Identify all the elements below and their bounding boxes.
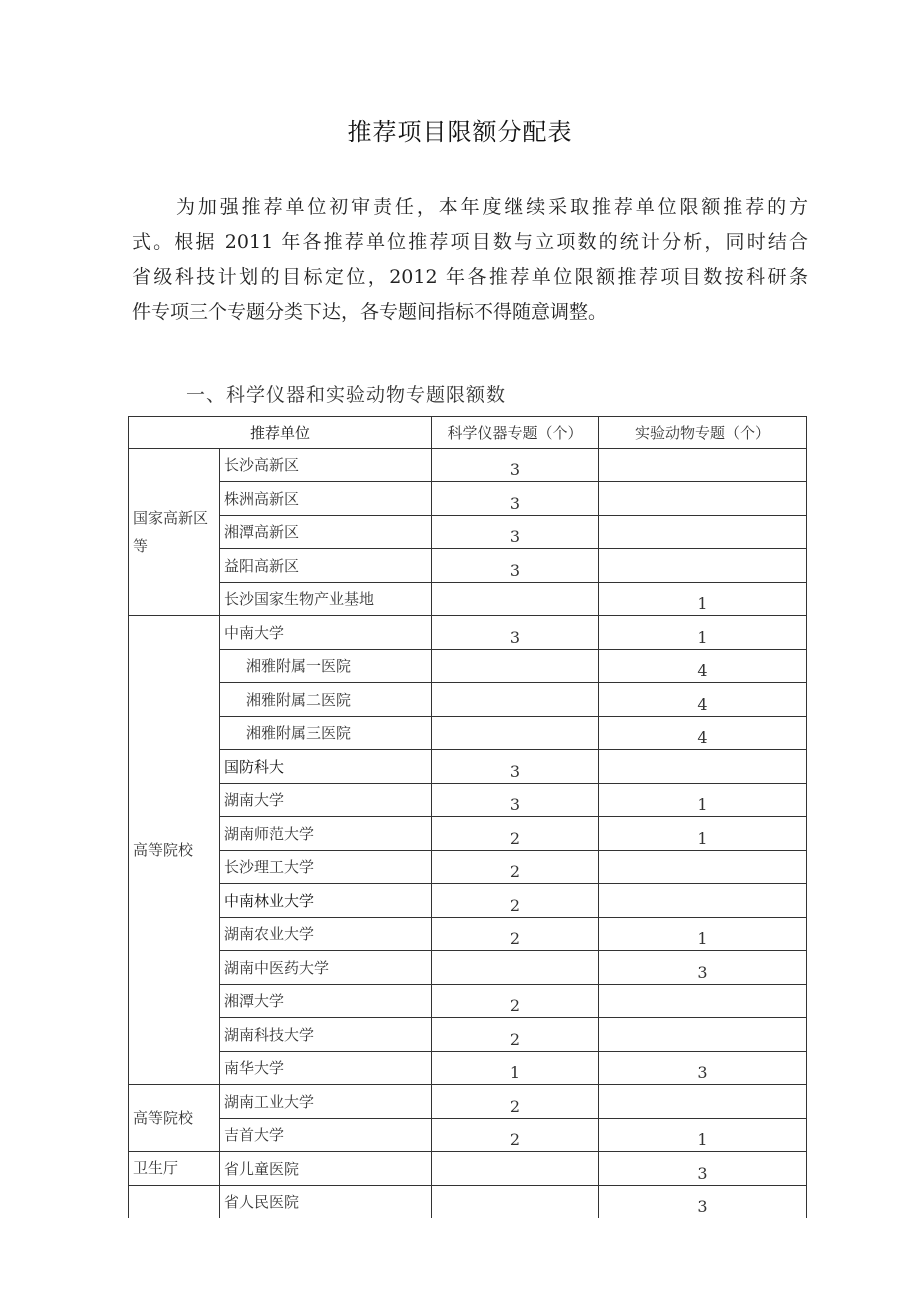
table-row <box>129 1085 807 1119</box>
instruments-cell: 3 <box>432 549 599 583</box>
instruments-cell <box>432 582 599 616</box>
animals-cell <box>599 984 807 1018</box>
instruments-cell: 3 <box>432 482 599 516</box>
instruments-cell: 2 <box>432 1018 599 1052</box>
table-row <box>129 1152 807 1186</box>
unit-cell: 益阳高新区 <box>220 549 432 583</box>
unit-cell: 长沙国家生物产业基地 <box>220 582 432 616</box>
animals-cell <box>599 1018 807 1052</box>
table-row <box>129 1051 807 1085</box>
table-row <box>129 817 807 851</box>
intro-line: 省级科技计划的目标定位，2012 年各推荐单位限额推荐项目数按科研条 <box>132 266 808 288</box>
animals-cell: 4 <box>599 716 807 750</box>
animals-cell <box>599 482 807 516</box>
table-row <box>129 683 807 717</box>
table-row <box>129 750 807 784</box>
header-animals: 实验动物专题（个） <box>599 417 807 449</box>
header-unit: 推荐单位 <box>129 417 432 449</box>
table-row <box>129 515 807 549</box>
unit-cell: 长沙高新区 <box>220 448 432 482</box>
instruments-cell: 2 <box>432 850 599 884</box>
table-row <box>129 917 807 951</box>
category-cell: 国家高新区等 <box>129 448 220 616</box>
unit-cell: 湘雅附属一医院 <box>220 649 432 683</box>
unit-cell: 湖南中医药大学 <box>220 951 432 985</box>
animals-cell: 1 <box>599 917 807 951</box>
animals-cell <box>599 549 807 583</box>
table-row <box>129 716 807 750</box>
animals-cell <box>599 1085 807 1119</box>
category-cell: 卫生厅 <box>129 1152 220 1186</box>
instruments-cell: 2 <box>432 817 599 851</box>
intro-line: 式。根据 2011 年各推荐单位推荐项目数与立项数的统计分析，同时结合 <box>132 231 808 253</box>
table-row <box>129 616 807 650</box>
unit-cell: 湘潭大学 <box>220 984 432 1018</box>
instruments-cell: 2 <box>432 984 599 1018</box>
quota-table <box>128 416 807 1218</box>
instruments-cell: 2 <box>432 884 599 918</box>
intro-line: 件专项三个专题分类下达，各专题间指标不得随意调整。 <box>132 301 608 323</box>
instruments-cell: 3 <box>432 750 599 784</box>
instruments-cell: 2 <box>432 1118 599 1152</box>
instruments-cell <box>432 649 599 683</box>
table-row <box>129 783 807 817</box>
table-row <box>129 884 807 918</box>
unit-cell: 株洲高新区 <box>220 482 432 516</box>
table-row <box>129 549 807 583</box>
unit-cell: 吉首大学 <box>220 1118 432 1152</box>
instruments-cell <box>432 1152 599 1186</box>
animals-cell: 1 <box>599 817 807 851</box>
instruments-cell <box>432 716 599 750</box>
unit-cell: 湖南师范大学 <box>220 817 432 851</box>
unit-cell: 湖南科技大学 <box>220 1018 432 1052</box>
animals-cell <box>599 515 807 549</box>
animals-cell: 3 <box>599 1152 807 1186</box>
instruments-cell <box>432 683 599 717</box>
instruments-cell <box>432 1185 599 1218</box>
animals-cell: 3 <box>599 1051 807 1085</box>
animals-cell: 4 <box>599 683 807 717</box>
instruments-cell: 1 <box>432 1051 599 1085</box>
animals-cell: 4 <box>599 649 807 683</box>
unit-cell: 中南林业大学 <box>220 884 432 918</box>
instruments-cell: 3 <box>432 783 599 817</box>
animals-cell <box>599 884 807 918</box>
section-heading: 一、科学仪器和实验动物专题限额数 <box>186 384 507 406</box>
animals-cell: 3 <box>599 951 807 985</box>
unit-cell: 湖南大学 <box>220 783 432 817</box>
animals-cell <box>599 850 807 884</box>
table-row <box>129 448 807 482</box>
table-row <box>129 482 807 516</box>
category-cell <box>129 1185 220 1218</box>
table-row <box>129 1185 807 1218</box>
unit-cell: 省儿童医院 <box>220 1152 432 1186</box>
animals-cell: 3 <box>599 1185 807 1218</box>
animals-cell: 1 <box>599 783 807 817</box>
page-title: 推荐项目限额分配表 <box>347 118 573 146</box>
animals-cell: 1 <box>599 582 807 616</box>
instruments-cell: 2 <box>432 917 599 951</box>
table-row <box>129 582 807 616</box>
unit-cell: 湘潭高新区 <box>220 515 432 549</box>
animals-cell: 1 <box>599 616 807 650</box>
unit-cell: 湘雅附属二医院 <box>220 683 432 717</box>
table-row <box>129 1118 807 1152</box>
instruments-cell: 2 <box>432 1085 599 1119</box>
table-row <box>129 951 807 985</box>
unit-cell: 国防科大 <box>220 750 432 784</box>
header-instruments: 科学仪器专题（个） <box>432 417 599 449</box>
table-header-row <box>129 417 807 449</box>
unit-cell: 省人民医院 <box>220 1185 432 1218</box>
animals-cell <box>599 448 807 482</box>
table-row <box>129 1018 807 1052</box>
animals-cell <box>599 750 807 784</box>
unit-cell: 长沙理工大学 <box>220 850 432 884</box>
instruments-cell: 3 <box>432 448 599 482</box>
instruments-cell: 3 <box>432 616 599 650</box>
unit-cell: 中南大学 <box>220 616 432 650</box>
instruments-cell: 3 <box>432 515 599 549</box>
table-row <box>129 850 807 884</box>
category-cell: 高等院校 <box>129 616 220 1085</box>
table-row <box>129 649 807 683</box>
unit-cell: 湘雅附属三医院 <box>220 716 432 750</box>
category-cell: 高等院校 <box>129 1085 220 1152</box>
unit-cell: 湖南工业大学 <box>220 1085 432 1119</box>
instruments-cell <box>432 951 599 985</box>
unit-cell: 湖南农业大学 <box>220 917 432 951</box>
table-row <box>129 984 807 1018</box>
animals-cell: 1 <box>599 1118 807 1152</box>
intro-line: 为加强推荐单位初审责任，本年度继续采取推荐单位限额推荐的方 <box>176 196 808 218</box>
intro-paragraph <box>132 190 808 330</box>
unit-cell: 南华大学 <box>220 1051 432 1085</box>
